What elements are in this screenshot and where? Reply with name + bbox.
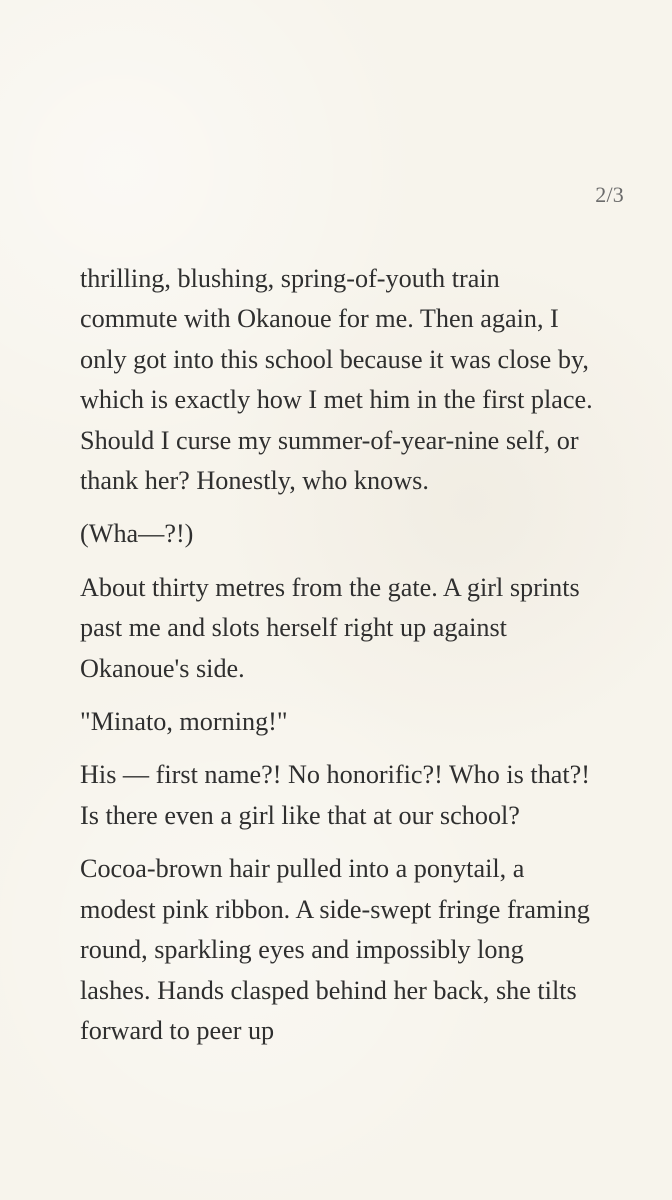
paragraph-6: Cocoa-brown hair pulled into a ponytail, a modest pink ribbon. A side-swept fringe framing round, sparkling eyes and impossibly long lashes. Hands clasped behind her back, she tilts forward to peer up (80, 854, 590, 1045)
page-indicator: 2/3 (595, 182, 624, 207)
paragraph-2: (Wha—?!) (80, 519, 194, 549)
paragraph-4: "Minato, morning!" (80, 707, 288, 737)
paragraph-5: His — first name?! No honorific?! Who is that?! Is there even a girl like that at our school? (80, 760, 591, 830)
paragraph-3: About thirty metres from the gate. A girl sprints past me and slots herself right up against Okanoue's side. (80, 572, 580, 683)
story-text (80, 259, 600, 1064)
paragraph-1: thrilling, blushing, spring-of-youth train commute with Okanoue for me. Then again, I only got into this school because it was close by, which is exactly how I met him in the first place. Should I curse my summer-of-year-nine self, or thank her? Honestly, who knows. (80, 264, 593, 496)
